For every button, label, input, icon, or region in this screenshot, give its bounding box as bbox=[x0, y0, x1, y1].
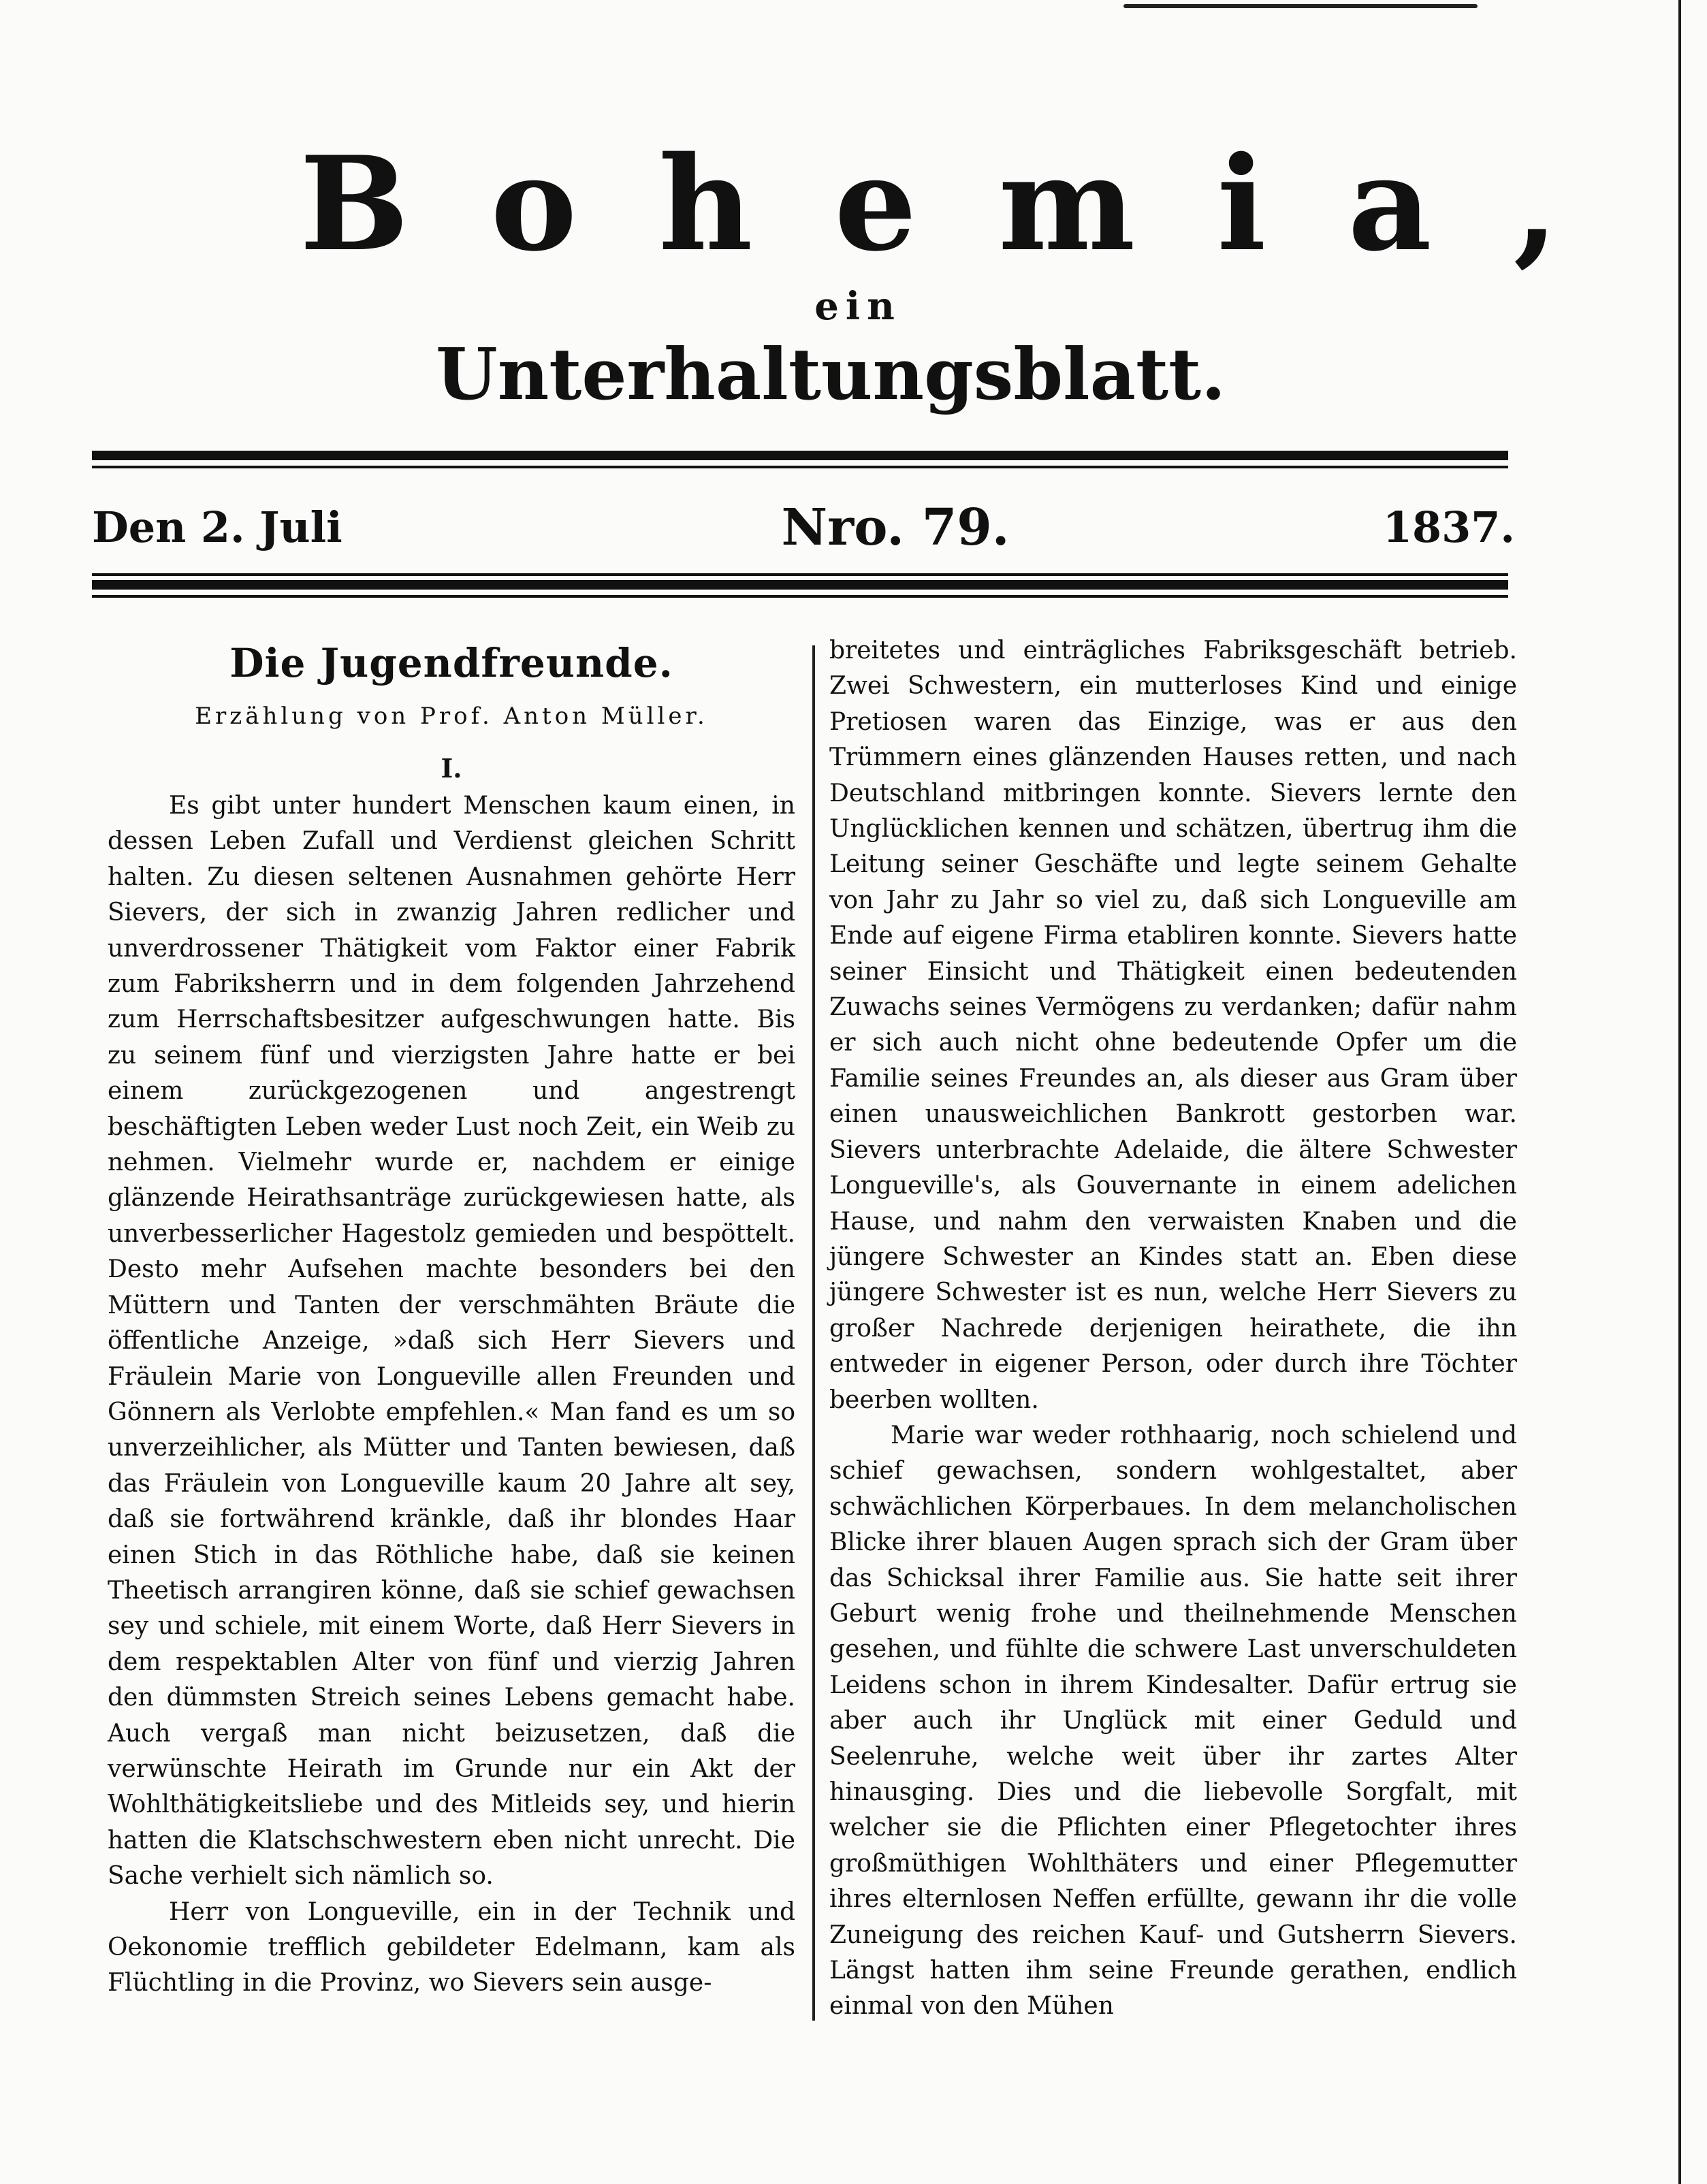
issue-number: Nro. 79. bbox=[781, 498, 1010, 557]
column-divider bbox=[812, 645, 815, 2021]
scan-edge-right bbox=[1678, 0, 1681, 2184]
issue-dateline bbox=[92, 490, 1515, 565]
article-title: Die Jugendfreunde. bbox=[229, 640, 673, 686]
article-chapter: I. bbox=[441, 753, 462, 784]
masthead-title: Bohemia, bbox=[300, 128, 1640, 280]
left-column bbox=[108, 633, 795, 2002]
dateline-rule-thin-2 bbox=[92, 595, 1508, 598]
masthead-subtitle: Unterhaltungsblatt. bbox=[436, 332, 1226, 416]
issue-date: Den 2. Juli bbox=[92, 502, 342, 552]
paragraph: Es gibt unter hundert Menschen kaum einen, in dessen Leben Zufall und Verdienst gleichen Schritt halten. Zu diesen seltenen Ausnahmen gehörte Herr Sievers, der sich in zwanzig Jahren redlicher und unverdrossener Thätigkeit vom Faktor einer Fabrik zum Fabriksherrn und in dem folgenden Jahrzehend zum Herrschaftsbesitzer aufgeschwungen hatte. Bis zu seinem fünf und vierzigsten Jahre hatte er bei einem zurückgezogenen und angestrengt beschäftigten Leben weder Lust noch Zeit, ein Weib zu nehmen. Vielmehr wurde er, nachdem er einige glänzende Heirathsanträge zurückgewiesen hatte, als unverbesserlicher Hagestolz gemieden und bespöttelt. Desto mehr Aufsehen machte besonders bei den Müttern und Tanten der verschmähten Bräute die öffentliche Anzeige, »daß sich Herr Sievers und Fräulein Marie von Longueville allen Freunden und Gönnern als Verlobte empfehlen.« Man fand es um so unverzeihlicher, als Mütter und Tanten bewiesen, daß das Fräulein von Longueville kaum 20 Jahre alt sey, daß sie fortwährend kränkle, daß ihr blondes Haar einen Stich in das Röthliche habe, daß sie keinen Theetisch arrangiren könne, daß sie schief gewachsen sey und schiele, mit einem Worte, daß Herr Sievers in dem respektablen Alter von fünf und vierzig Jahren den dümmsten Streich seines Lebens gemacht habe. Auch vergaß man nicht beizusetzen, daß die verwünschte Heirath im Grunde nur ein Akt der Wohlthätigkeitsliebe und des Mitleids sey, und hierin hatten die Klatschschwestern eben nicht unrecht. Die Sache verhielt sich nämlich so. bbox=[108, 792, 795, 1891]
paragraph: Marie war weder rothhaarig, noch schielend und schief gewachsen, sondern wohlgestaltet, aber schwächlichen Körperbaues. In dem melancholischen Blicke ihrer blauen Augen sprach sich der Gram über das Schicksal ihrer Familie aus. Sie hatte seit ihrer Geburt wenig frohe und theilnehmende Menschen gesehen, und fühlte die schwere Last unverschuldeten Leidens schon in ihrem Kindesalter. Dafür ertrug sie aber auch ihr Unglück mit einer Geduld und Seelenruhe, welche weit über ihr zartes Alter hinausging. Dies und die liebevolle Sorgfalt, mit welcher sie die Pflichten einer Pflegetochter ihres großmüthigen Wohlthäters und einer Pflegemutter ihres elternlosen Neffen erfüllte, gewann ihr die volle Zuneigung des reichen Kauf- und Gutsherrn Sievers. Längst hatten ihm seine Freunde gerathen, endlich einmal von den Mühen bbox=[829, 1421, 1517, 2021]
masthead-ein: ein bbox=[814, 284, 902, 329]
masthead-rule-thick bbox=[92, 451, 1508, 460]
right-column bbox=[829, 633, 1517, 2025]
issue-year: 1837. bbox=[1382, 502, 1515, 552]
dateline-rule-thick bbox=[92, 580, 1508, 590]
article-byline: Erzählung von Prof. Anton Müller. bbox=[195, 703, 708, 730]
masthead-rule-thin bbox=[92, 466, 1508, 468]
paragraph: breitetes und einträgliches Fabriksgeschäft betrieb. Zwei Schwestern, ein mutterloses Kind und einige Pretiosen waren das Einzige, was er aus den Trümmern eines glänzenden Hauses retten, und nach Deutschland mitbringen konnte. Sievers lernte den Unglücklichen kennen und schätzen, übertrug ihm die Leitung seiner Geschäfte und legte seinem Gehalte von Jahr zu Jahr so viel zu, daß sich Longueville am Ende auf eigene Firma etabliren konnte. Sievers hatte seiner Einsicht und Thätigkeit einen bedeutenden Zuwachs seines Vermögens zu verdanken; dafür nahm er sich auch nicht ohne bedeutende Opfer um die Familie seines Freundes an, als dieser aus Gram über einen unausweichlichen Bankrott gestorben war. Sievers unterbrachte Adelaide, die ältere Schwester Longueville's, als Gouvernante in einem adelichen Hause, und nahm den verwaisten Knaben und die jüngere Schwester an Kindes statt an. Eben diese jüngere Schwester ist es nun, welche Herr Sievers zu großer Nachrede derjenigen heirathete, die ihn entweder in eigener Person, oder durch ihre Töchter beerben wollten. bbox=[829, 637, 1517, 1414]
scan-edge-top bbox=[1123, 4, 1478, 8]
dateline-rule-thin bbox=[92, 573, 1508, 576]
paragraph: Herr von Longueville, ein in der Technik und Oekonomie trefflich gebildeter Edelmann, kam als Flüchtling in die Provinz, wo Sievers sein ausge- bbox=[108, 1897, 795, 1997]
